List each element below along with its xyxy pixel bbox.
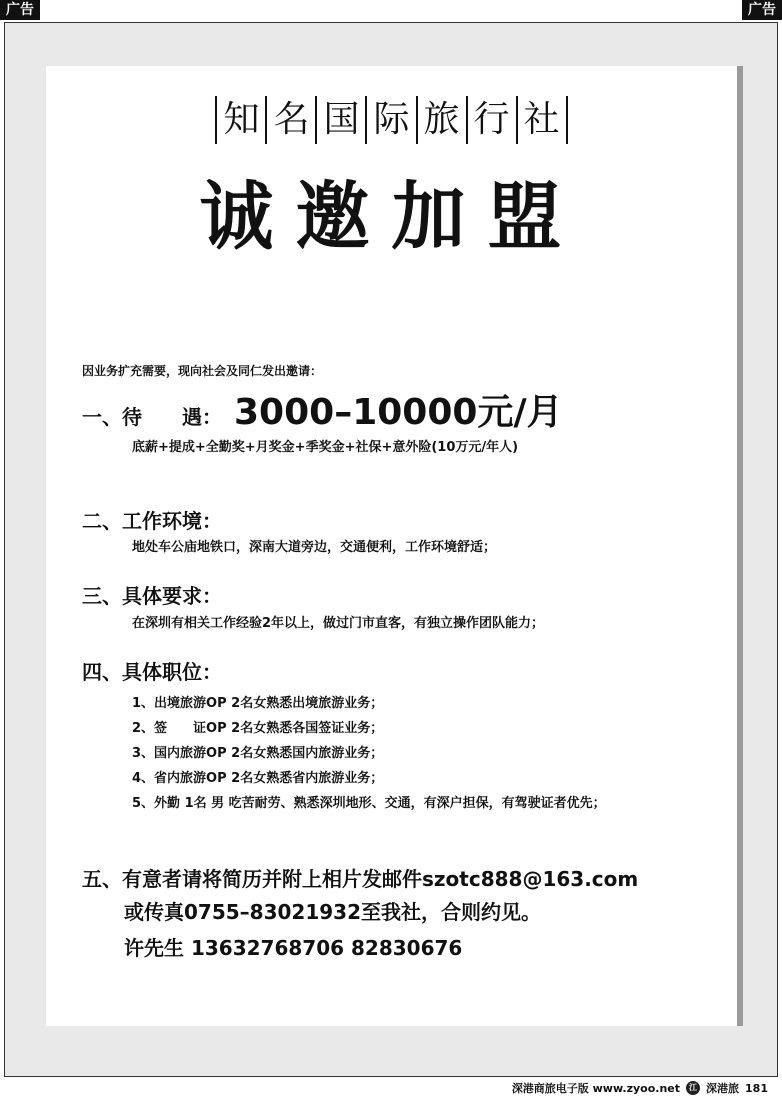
company-name bbox=[46, 96, 737, 144]
contact-fax: 或传真0755–83021932至我社，合则约见。 bbox=[124, 900, 541, 924]
position-item: 1、出境旅游OP 2名女熟悉出境旅游业务； bbox=[132, 696, 384, 711]
company-char: 际 bbox=[365, 96, 415, 144]
intro-text: 因业务扩充需要，现向社会及同仁发出邀请： bbox=[82, 364, 323, 378]
position-item: 4、省内旅游OP 2名女熟悉省内旅游业务； bbox=[132, 771, 384, 786]
headline: 诚邀加盟 bbox=[199, 174, 584, 260]
footer-text: 深港商旅电子版 www.zyoo.net bbox=[511, 1082, 681, 1095]
page-number: 181 bbox=[745, 1081, 768, 1095]
company-char: 知 bbox=[215, 96, 265, 144]
company-char: 行 bbox=[466, 96, 516, 144]
salary-section bbox=[82, 384, 563, 435]
salary-label: 一、待 遇： bbox=[82, 405, 222, 429]
paper-shadow bbox=[737, 66, 743, 1026]
publication-logo-icon: 江 bbox=[686, 1081, 700, 1095]
ad-tag-left: 广告 bbox=[0, 0, 40, 20]
salary-detail: 底薪+提成+全勤奖+月奖金+季奖金+社保+意外险(10万元/年人) bbox=[132, 440, 519, 455]
contact-email: 五、有意者请将简历并附上相片发邮件szotc888@163.com bbox=[82, 867, 639, 891]
page-footer bbox=[512, 1080, 768, 1096]
contact-person: 许先生 13632768706 82830676 bbox=[124, 936, 463, 960]
position-item: 2、签 证OP 2名女熟悉各国签证业务； bbox=[132, 721, 384, 736]
requirements-detail: 在深圳有相关工作经验2年以上，做过门市直客，有独立操作团队能力； bbox=[132, 616, 545, 631]
salary-amount: 3000–10000元/月 bbox=[234, 392, 563, 433]
company-char: 名 bbox=[265, 96, 315, 144]
environment-detail: 地处车公庙地铁口，深南大道旁边，交通便利，工作环境舒适； bbox=[132, 540, 497, 555]
requirements-label: 三、具体要求： bbox=[82, 584, 222, 608]
company-char: 社 bbox=[516, 96, 568, 144]
environment-label: 二、工作环境： bbox=[82, 509, 222, 533]
position-item: 5、外勤 1名 男 吃苦耐劳、熟悉深圳地形、交通，有深户担保，有驾驶证者优先； bbox=[132, 796, 606, 811]
company-char: 国 bbox=[315, 96, 365, 144]
ad-tag-right: 广告 bbox=[742, 0, 782, 20]
positions-label: 四、具体职位： bbox=[82, 660, 222, 684]
footer-section: 深港旅 bbox=[706, 1082, 740, 1095]
company-char: 旅 bbox=[416, 96, 466, 144]
position-item: 3、国内旅游OP 2名女熟悉国内旅游业务； bbox=[132, 746, 384, 761]
